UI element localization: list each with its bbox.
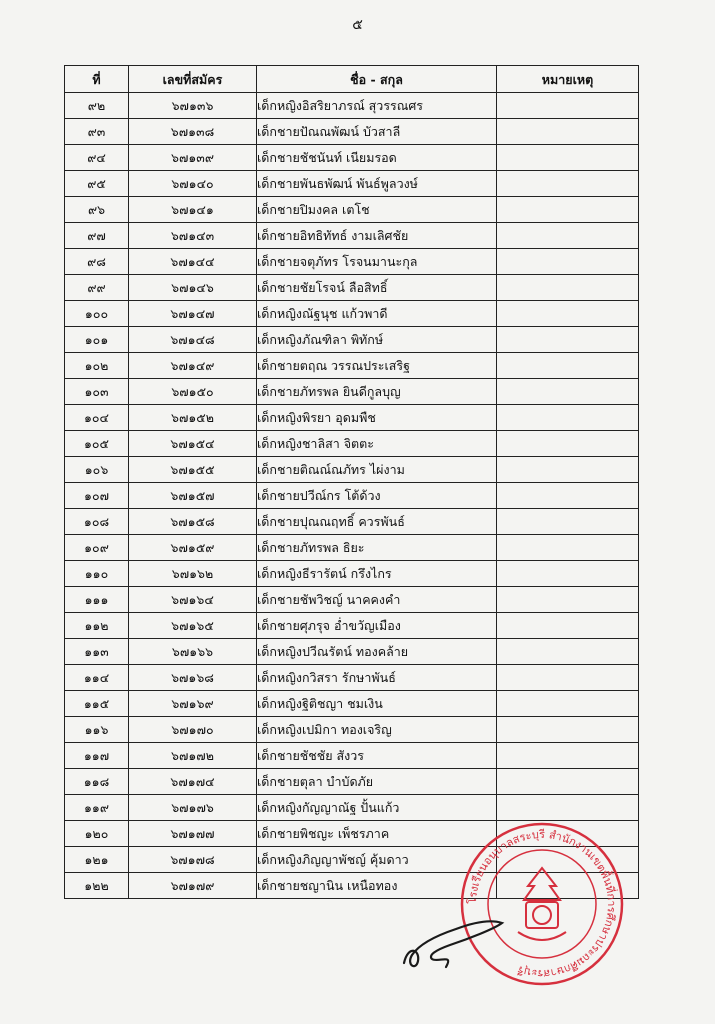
row-number: ๑๐๓	[65, 379, 129, 405]
row-full-name: เด็กชายจตุภัทร โรจนมานะกุล	[257, 249, 497, 275]
row-number: ๑๒๑	[65, 847, 129, 873]
row-remark	[497, 93, 639, 119]
table-row	[65, 639, 639, 665]
row-remark	[497, 275, 639, 301]
table-row	[65, 275, 639, 301]
row-application-no: ๖๗๑๕๒	[129, 405, 257, 431]
row-remark	[497, 587, 639, 613]
table-row	[65, 561, 639, 587]
header-application-no: เลขที่สมัคร	[129, 66, 257, 93]
row-remark	[497, 353, 639, 379]
row-number: ๑๐๐	[65, 301, 129, 327]
row-number: ๑๑๙	[65, 795, 129, 821]
row-number: ๑๐๑	[65, 327, 129, 353]
row-number: ๑๑๘	[65, 769, 129, 795]
table-row	[65, 223, 639, 249]
row-full-name: เด็กชายติณณ์ณภัทร ไผ่งาม	[257, 457, 497, 483]
row-number: ๑๑๒	[65, 613, 129, 639]
row-full-name: เด็กหญิงเปมิกา ทองเจริญ	[257, 717, 497, 743]
row-full-name: เด็กหญิงภัณฑิลา พิทักษ์	[257, 327, 497, 353]
table-row	[65, 509, 639, 535]
row-number: ๙๖	[65, 197, 129, 223]
row-number: ๑๒๐	[65, 821, 129, 847]
table-row	[65, 327, 639, 353]
table-row	[65, 353, 639, 379]
row-remark	[497, 171, 639, 197]
row-number: ๑๐๙	[65, 535, 129, 561]
row-application-no: ๖๗๑๔๐	[129, 171, 257, 197]
row-full-name: เด็กชายพันธพัฒน์ พันธ์พูลวงษ์	[257, 171, 497, 197]
table-row	[65, 431, 639, 457]
row-remark	[497, 535, 639, 561]
row-application-no: ๖๗๑๓๖	[129, 93, 257, 119]
row-number: ๑๑๖	[65, 717, 129, 743]
row-full-name: เด็กชายชัยโรจน์ ลือสิทธิ์	[257, 275, 497, 301]
row-remark	[497, 665, 639, 691]
row-number: ๑๐๖	[65, 457, 129, 483]
seal-emblem-icon	[518, 868, 566, 940]
row-number: ๑๒๒	[65, 873, 129, 899]
row-remark	[497, 769, 639, 795]
table-row	[65, 743, 639, 769]
table-row	[65, 197, 639, 223]
row-application-no: ๖๗๑๕๕	[129, 457, 257, 483]
header-remark: หมายเหตุ	[497, 66, 639, 93]
row-remark	[497, 743, 639, 769]
row-full-name: เด็กชายปุณณฤทธิ์ ควรพันธ์	[257, 509, 497, 535]
row-full-name: เด็กหญิงภิญญาพัชญ์ คุ้มดาว	[257, 847, 497, 873]
row-application-no: ๖๗๑๖๔	[129, 587, 257, 613]
row-application-no: ๖๗๑๔๖	[129, 275, 257, 301]
row-application-no: ๖๗๑๖๘	[129, 665, 257, 691]
row-number: ๙๘	[65, 249, 129, 275]
row-full-name: เด็กหญิงกวิสรา รักษาพันธ์	[257, 665, 497, 691]
page-number: ๕	[352, 17, 363, 33]
row-remark	[497, 379, 639, 405]
row-remark	[497, 327, 639, 353]
row-full-name: เด็กชายชัพวิชญ์ นาคคงคำ	[257, 587, 497, 613]
row-full-name: เด็กชายอิทธิทัทธ์ งามเลิศชัย	[257, 223, 497, 249]
row-full-name: เด็กชายตุลา บำบัดภัย	[257, 769, 497, 795]
row-application-no: ๖๗๑๕๐	[129, 379, 257, 405]
row-full-name: เด็กชายชญานิน เหนือทอง	[257, 873, 497, 899]
row-application-no: ๖๗๑๗๔	[129, 769, 257, 795]
row-full-name: เด็กชายปวีณ์กร โต้ด้วง	[257, 483, 497, 509]
table-row	[65, 717, 639, 743]
table-row	[65, 613, 639, 639]
row-remark	[497, 561, 639, 587]
row-remark	[497, 613, 639, 639]
table-row	[65, 483, 639, 509]
row-number: ๑๐๕	[65, 431, 129, 457]
row-application-no: ๖๗๑๕๙	[129, 535, 257, 561]
row-application-no: ๖๗๑๕๗	[129, 483, 257, 509]
row-number: ๑๑๓	[65, 639, 129, 665]
table-row	[65, 93, 639, 119]
row-number: ๑๐๒	[65, 353, 129, 379]
row-number: ๑๑๗	[65, 743, 129, 769]
row-number: ๑๑๔	[65, 665, 129, 691]
table-row	[65, 301, 639, 327]
row-remark	[497, 145, 639, 171]
row-remark	[497, 405, 639, 431]
row-full-name: เด็กชายชัชนันท์ เนียมรอด	[257, 145, 497, 171]
signature-icon	[398, 905, 508, 975]
row-application-no: ๖๗๑๓๙	[129, 145, 257, 171]
table-row	[65, 145, 639, 171]
row-full-name: เด็กชายพิชญะ เพ็ชรภาค	[257, 821, 497, 847]
row-number: ๙๔	[65, 145, 129, 171]
row-full-name: เด็กหญิงพิรยา อุดมพืช	[257, 405, 497, 431]
seal-text: โรงเรียนอนุบาลสระบุรี สำนักงานเขตพื้นที่การศึกษาประถมศึกษาสระบุรี	[465, 827, 619, 981]
row-application-no: ๖๗๑๖๕	[129, 613, 257, 639]
row-full-name: เด็กหญิงปวีณรัตน์ ทองคล้าย	[257, 639, 497, 665]
row-application-no: ๖๗๑๕๘	[129, 509, 257, 535]
row-remark	[497, 795, 639, 821]
row-number: ๙๗	[65, 223, 129, 249]
row-number: ๙๓	[65, 119, 129, 145]
row-application-no: ๖๗๑๔๑	[129, 197, 257, 223]
table-row	[65, 171, 639, 197]
row-application-no: ๖๗๑๕๔	[129, 431, 257, 457]
header-no: ที่	[65, 66, 129, 93]
row-full-name: เด็กหญิงกัญญาณัฐ ปั้นแก้ว	[257, 795, 497, 821]
row-remark	[497, 509, 639, 535]
row-remark	[497, 431, 639, 457]
row-application-no: ๖๗๑๖๒	[129, 561, 257, 587]
row-number: ๑๐๗	[65, 483, 129, 509]
row-number: ๑๑๐	[65, 561, 129, 587]
row-remark	[497, 717, 639, 743]
row-remark	[497, 639, 639, 665]
row-application-no: ๖๗๑๗๗	[129, 821, 257, 847]
table-row	[65, 535, 639, 561]
row-application-no: ๖๗๑๔๔	[129, 249, 257, 275]
row-full-name: เด็กหญิงอิสริยาภรณ์ สุวรรณศร	[257, 93, 497, 119]
header-full-name: ชื่อ - สกุล	[257, 66, 497, 93]
row-full-name: เด็กชายภัทรพล ยินดีกูลบุญ	[257, 379, 497, 405]
row-full-name: เด็กชายปิมงคล เตโช	[257, 197, 497, 223]
row-remark	[497, 301, 639, 327]
table-row	[65, 769, 639, 795]
table-row	[65, 379, 639, 405]
row-application-no: ๖๗๑๖๖	[129, 639, 257, 665]
row-application-no: ๖๗๑๗๒	[129, 743, 257, 769]
row-remark	[497, 223, 639, 249]
table-header-row	[65, 66, 639, 93]
row-remark	[497, 197, 639, 223]
row-remark	[497, 457, 639, 483]
table-row	[65, 665, 639, 691]
row-number: ๑๑๑	[65, 587, 129, 613]
row-application-no: ๖๗๑๗๖	[129, 795, 257, 821]
applicant-table	[64, 65, 639, 899]
row-full-name: เด็กชายตฤณ วรรณประเสริฐ	[257, 353, 497, 379]
row-full-name: เด็กชายปัณณพัฒน์ บัวสาลี	[257, 119, 497, 145]
row-application-no: ๖๗๑๗๘	[129, 847, 257, 873]
row-number: ๑๐๔	[65, 405, 129, 431]
table-row	[65, 405, 639, 431]
table-row	[65, 795, 639, 821]
row-full-name: เด็กชายชัชชัย สังวร	[257, 743, 497, 769]
row-remark	[497, 691, 639, 717]
row-number: ๑๑๕	[65, 691, 129, 717]
row-full-name: เด็กหญิงณัฐนุช แก้วพาดี	[257, 301, 497, 327]
row-application-no: ๖๗๑๔๙	[129, 353, 257, 379]
table-body	[65, 93, 639, 899]
table-row	[65, 457, 639, 483]
row-full-name: เด็กหญิงชาลิสา จิตตะ	[257, 431, 497, 457]
row-application-no: ๖๗๑๗๙	[129, 873, 257, 899]
table-row	[65, 587, 639, 613]
row-application-no: ๖๗๑๔๓	[129, 223, 257, 249]
row-number: ๙๒	[65, 93, 129, 119]
row-remark	[497, 119, 639, 145]
table-row	[65, 691, 639, 717]
row-number: ๙๙	[65, 275, 129, 301]
row-remark	[497, 483, 639, 509]
row-remark	[497, 249, 639, 275]
row-application-no: ๖๗๑๖๙	[129, 691, 257, 717]
row-full-name: เด็กชายภัทรพล ธิยะ	[257, 535, 497, 561]
row-application-no: ๖๗๑๔๗	[129, 301, 257, 327]
row-application-no: ๖๗๑๓๘	[129, 119, 257, 145]
table-row	[65, 249, 639, 275]
row-application-no: ๖๗๑๔๘	[129, 327, 257, 353]
row-application-no: ๖๗๑๗๐	[129, 717, 257, 743]
row-number: ๑๐๘	[65, 509, 129, 535]
row-full-name: เด็กชายศุภรุจ อ่ำขวัญเมือง	[257, 613, 497, 639]
table-row	[65, 119, 639, 145]
row-full-name: เด็กหญิงฐิติชญา ชมเงิน	[257, 691, 497, 717]
row-full-name: เด็กหญิงธีรารัตน์ กรึงไกร	[257, 561, 497, 587]
row-number: ๙๕	[65, 171, 129, 197]
